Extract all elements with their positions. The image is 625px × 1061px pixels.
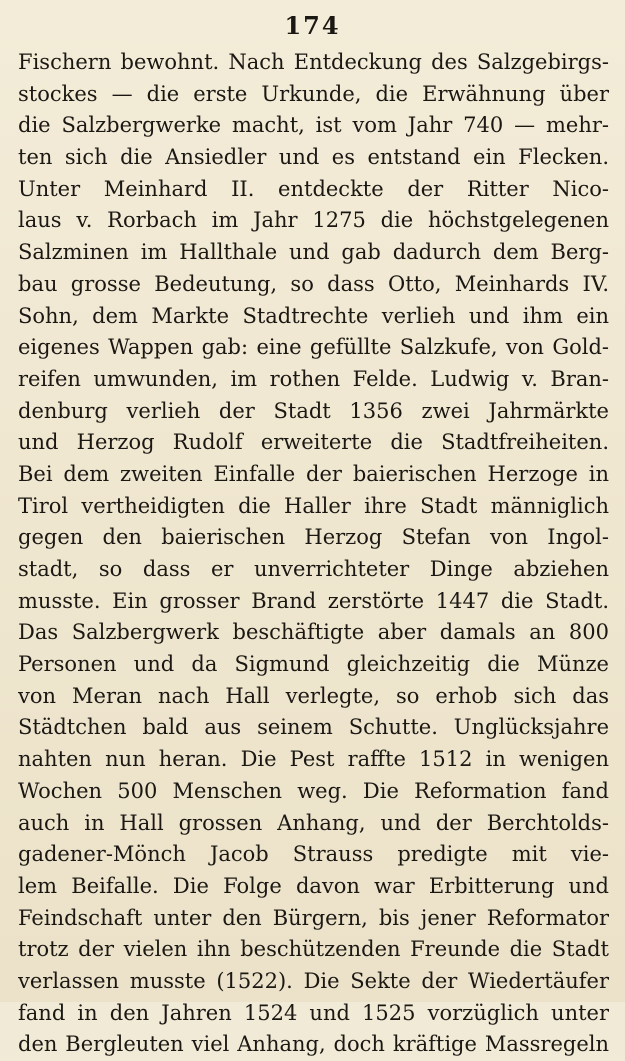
text-line: Tirol vertheidigten die Haller ihre Stadt männiglich — [18, 493, 609, 518]
text-line: ten sich die Ansiedler und es entstand ein Flecken. — [18, 145, 609, 170]
text-line: Feindschaft unter den Bürgern, bis jener Reformator — [18, 905, 609, 930]
text-line: laus v. Rorbach im Jahr 1275 die höchstgelegenen — [18, 208, 609, 233]
text-line: den Bergleuten viel Anhang, doch kräftige Massregeln — [18, 1032, 609, 1057]
text-line: bau grosse Bedeutung, so dass Otto, Meinhards IV. — [18, 271, 609, 296]
page-number: 174 — [284, 11, 341, 40]
text-line: lem Beifalle. Die Folge davon war Erbitterung und — [18, 873, 609, 898]
text-line: Unter Meinhard II. entdeckte der Ritter Nico- — [18, 176, 609, 201]
text-line: gegen den baierischen Herzog Stefan von Ingol- — [18, 525, 609, 550]
text-line: fand in den Jahren 1524 und 1525 vorzüglich unter — [18, 1000, 609, 1025]
text-line: musste. Ein grosser Brand zerstörte 1447 die Stadt. — [18, 588, 609, 613]
text-line: verlassen musste (1522). Die Sekte der Wiedertäufer — [18, 968, 609, 993]
text-line: die Salzbergwerke macht, ist vom Jahr 740 — mehr- — [18, 113, 609, 138]
text-line: Das Salzbergwerk beschäftigte aber damals an 800 — [18, 620, 609, 645]
text-line: Städtchen bald aus seinem Schutte. Unglücksjahre — [18, 715, 609, 740]
text-line: eigenes Wappen gab: eine gefüllte Salzkufe, von Gold- — [18, 335, 609, 360]
text-line: Fischern bewohnt. Nach Entdeckung des Salzgebirgs- — [18, 50, 609, 74]
text-line: und Herzog Rudolf erweiterte die Stadtfreiheiten. — [18, 430, 609, 455]
text-line: Bei dem zweiten Einfalle der baierischen Herzoge in — [18, 461, 609, 486]
text-line: Wochen 500 Menschen weg. Die Reformation fand — [18, 778, 609, 803]
text-line: nahten nun heran. Die Pest raffte 1512 in wenigen — [18, 747, 609, 772]
text-line: stockes — die erste Urkunde, die Erwähnung über — [18, 81, 609, 106]
text-line: Salzminen im Hallthale und gab dadurch dem Berg- — [18, 240, 609, 265]
text-line: Sohn, dem Markte Stadtrechte verlieh und ihm ein — [18, 303, 609, 328]
text-line: gadener-Mönch Jacob Strauss predigte mit vie- — [18, 842, 609, 867]
body-text — [18, 47, 609, 1061]
text-line: stadt, so dass er unverrichteter Dinge abziehen — [18, 557, 609, 581]
text-line: trotz der vielen ihn beschützenden Freunde die Stadt — [18, 937, 609, 962]
text-line: von Meran nach Hall verlegte, so erhob sich das — [18, 683, 609, 708]
text-line: Personen und da Sigmund gleichzeitig die Münze — [18, 652, 609, 677]
text-line: denburg verlieh der Stadt 1356 zwei Jahrmärkte — [18, 398, 609, 423]
text-line: reifen umwunden, im rothen Felde. Ludwig v. Bran- — [18, 366, 609, 391]
text-line: auch in Hall grossen Anhang, und der Berchtolds- — [18, 810, 609, 835]
